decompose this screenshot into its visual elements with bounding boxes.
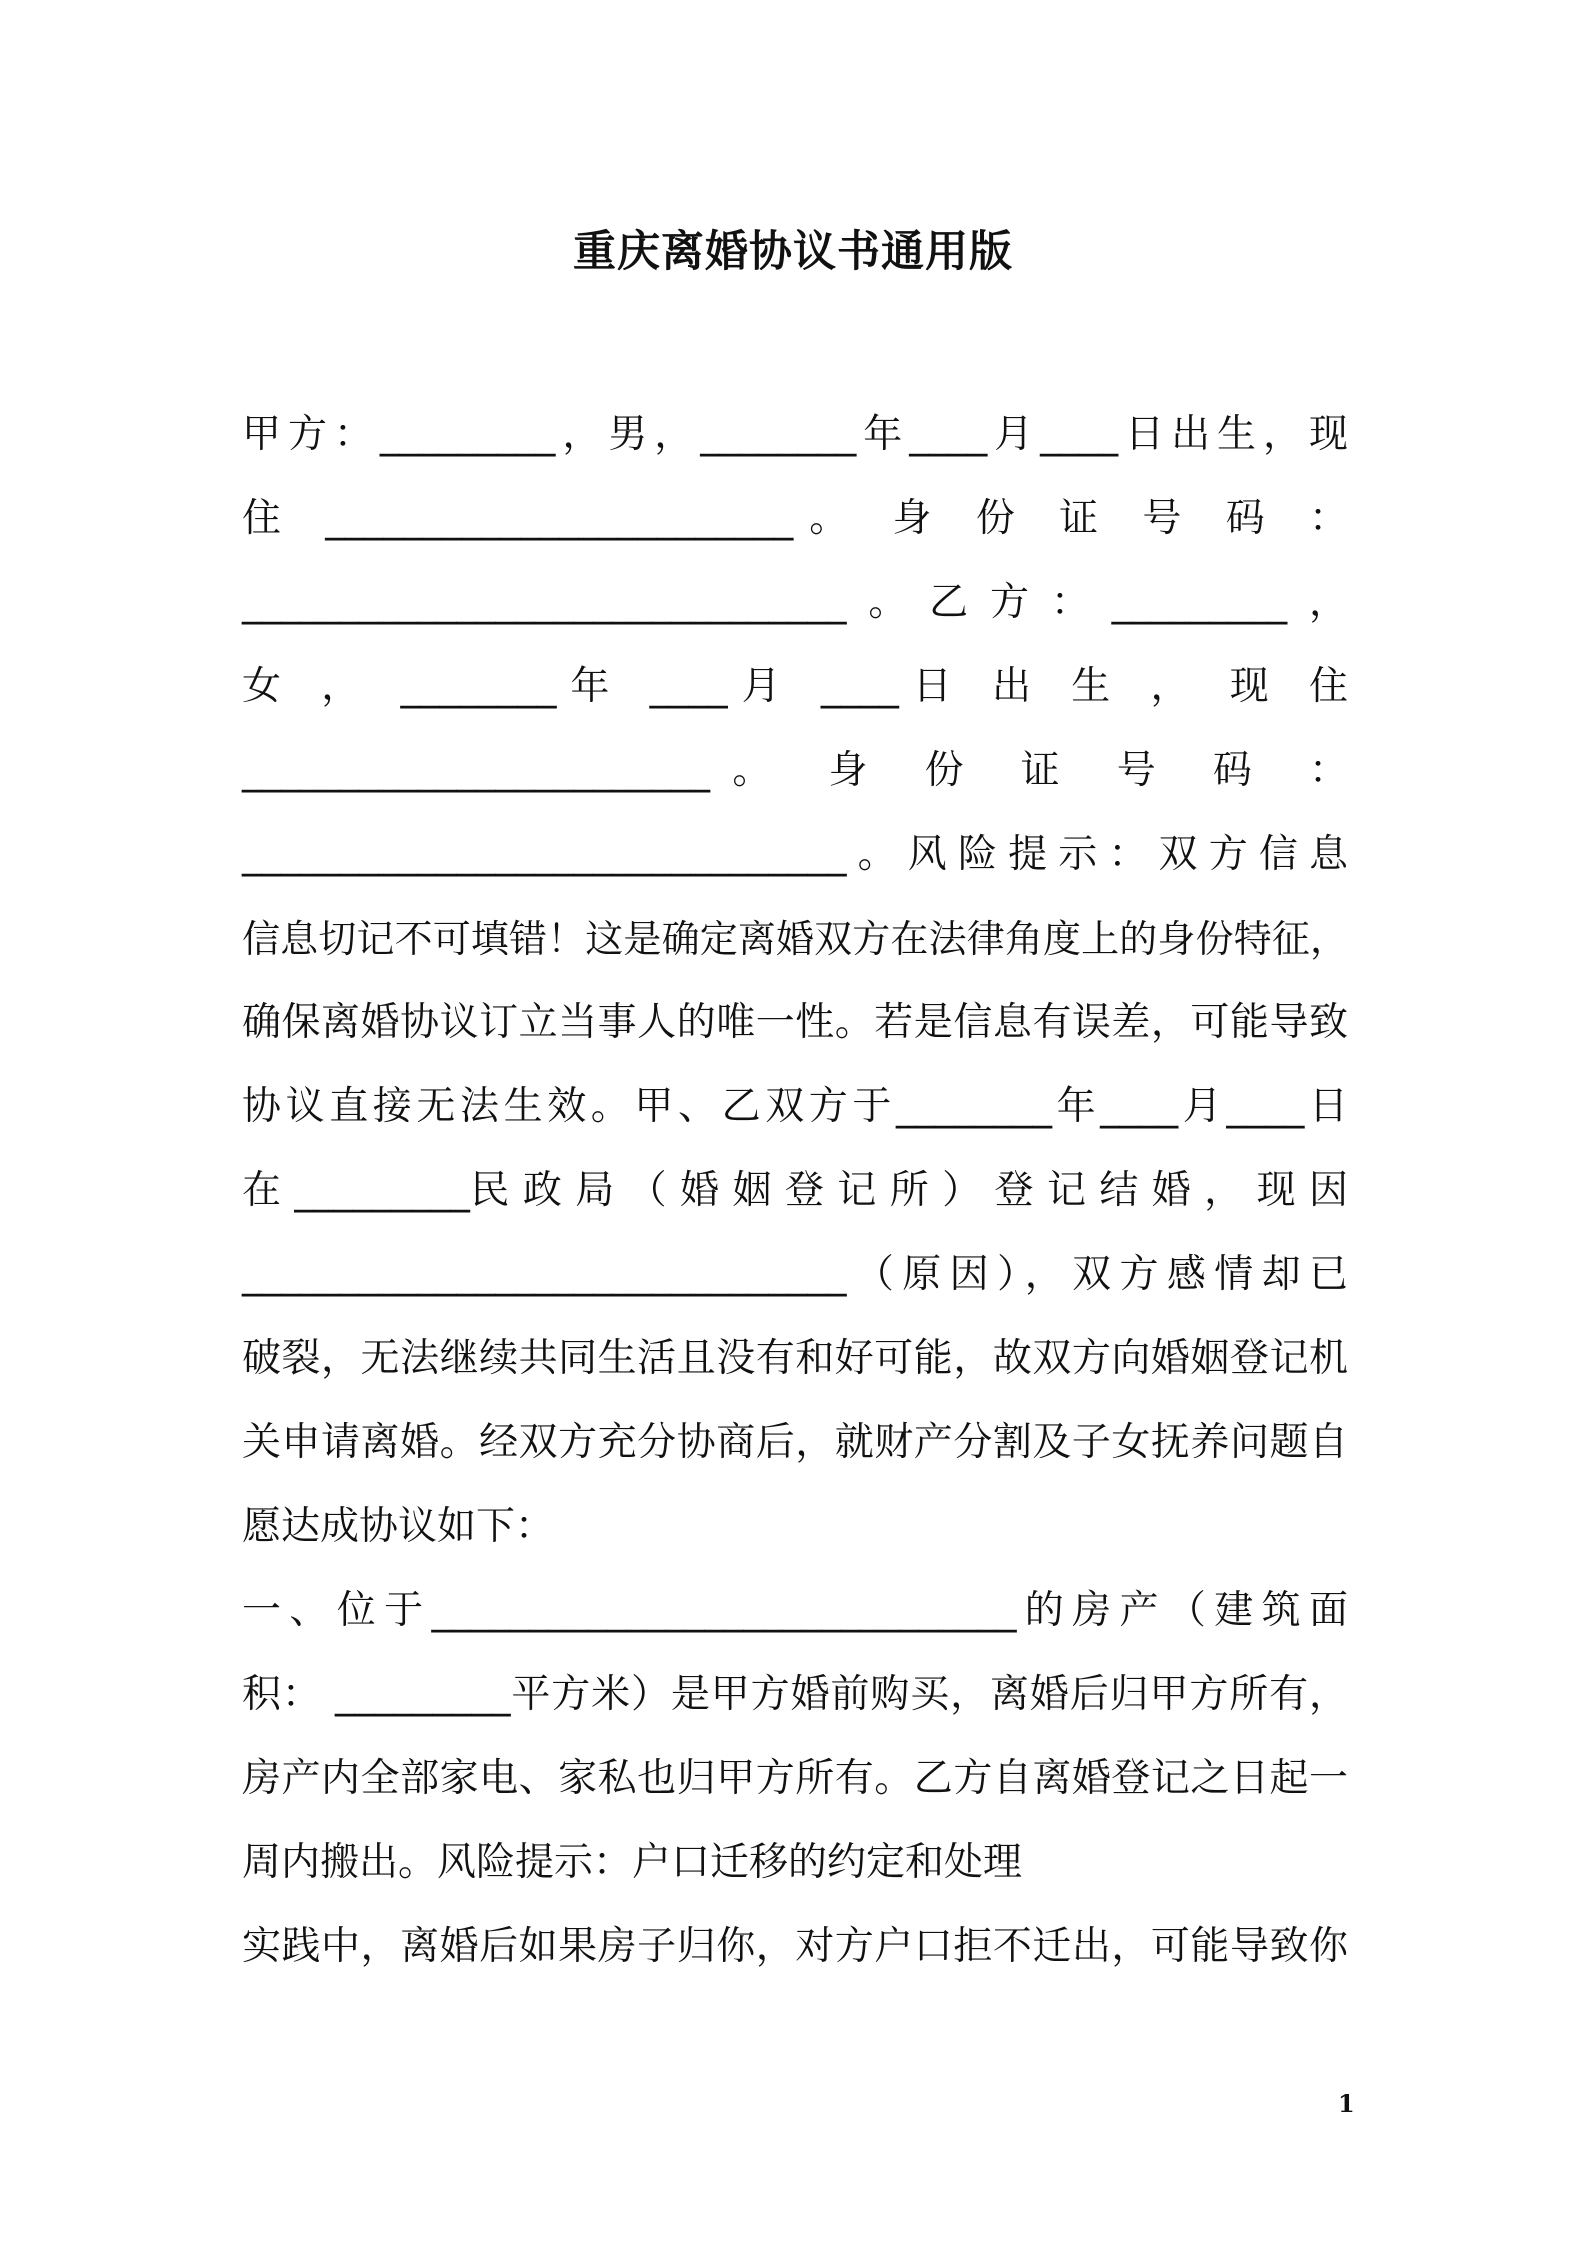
body-line-17: 房产内全部家电、家私也归甲方所有。乙方自离婚登记之日起一: [242, 1756, 1348, 1801]
body-line-5: ________________________。 身 份 证 号 码 ：: [242, 748, 1348, 793]
body-line-19: 实践中，离婚后如果房子归你，对方户口拒不迁出，可能导致你: [242, 1924, 1348, 1969]
body-line-14: 愿达成协议如下：: [242, 1504, 555, 1549]
body-line-9: 协议直接无法生效。甲、乙双方于________年____月____日: [242, 1084, 1348, 1129]
body-line-2: 住 ________________________。 身 份 证 号 码 ：: [242, 496, 1348, 541]
document-title: 重庆离婚协议书通用版: [573, 227, 1013, 277]
body-line-12: 破裂，无法继续共同生活且没有和好可能，故双方向婚姻登记机: [242, 1336, 1348, 1381]
body-line-4: 女 ， ________年 ____月 ____日 出 生 ， 现 住: [242, 664, 1348, 709]
body-line-10: 在 _________民 政 局 （ 婚 姻 登 记 所 ） 登 记 结 婚 ， 现 因: [242, 1168, 1348, 1213]
body-line-8: 确保离婚协议订立当事人的唯一性。若是信息有误差，可能导致: [242, 1000, 1348, 1045]
body-line-15: 一、位于______________________________的房产（建筑面: [242, 1588, 1348, 1633]
body-line-7: 信息切记不可填错！这是确定离婚双方在法律角度上的身份特征，: [242, 917, 1348, 961]
body-line-6: _______________________________。风险提示：双方信息: [242, 832, 1348, 877]
body-line-18: 周内搬出。风险提示：户口迁移的约定和处理: [242, 1840, 1023, 1885]
body-line-3: _______________________________。乙方：_________，: [242, 580, 1348, 625]
page-number: 1: [1338, 2089, 1355, 2118]
body-line-1: 甲方：_________，男，________年____月____日出生，现: [242, 412, 1348, 457]
body-line-11: _______________________________（原因），双方感情却已: [242, 1252, 1348, 1297]
body-line-16: 积： _________平方米）是甲方婚前购买，离婚后归甲方所有，: [242, 1672, 1348, 1717]
body-line-13: 关申请离婚。经双方充分协商后，就财产分割及子女抚养问题自: [242, 1420, 1348, 1465]
